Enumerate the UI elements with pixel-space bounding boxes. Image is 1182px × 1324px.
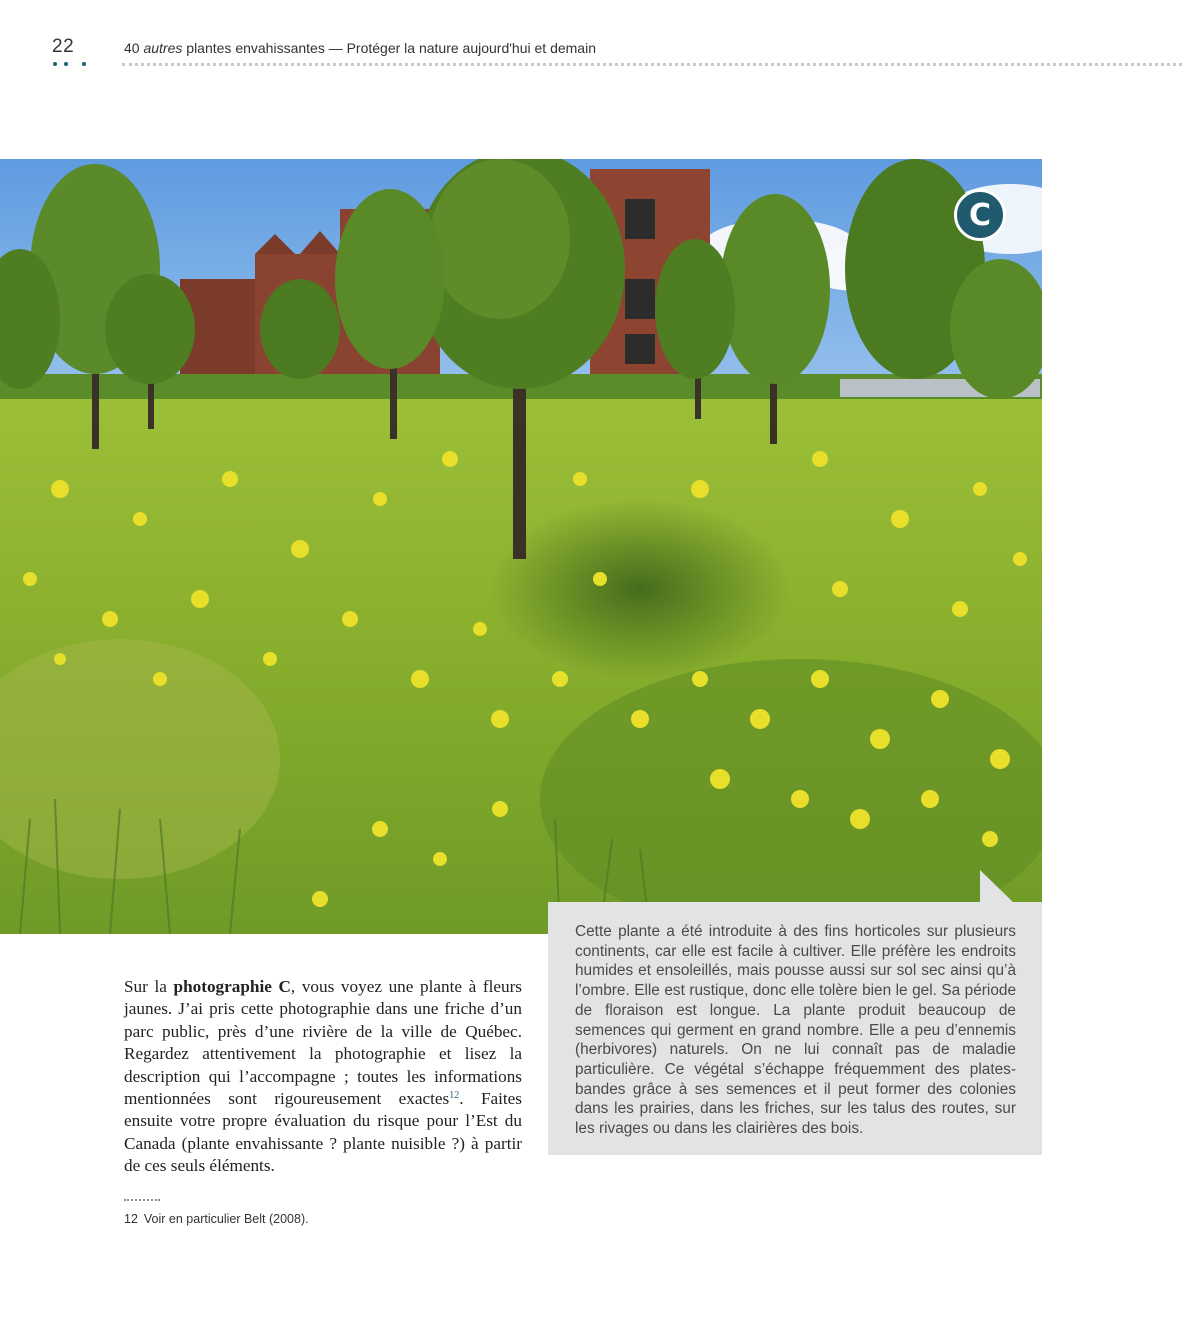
body-part-2: , vous voyez une plante à fleurs jaunes. J’ai pris cette photographie dans une friche d’un parc public, près d’une rivière de la ville de Québec. Regardez attentivement la photographie et lisez la description qui l’accompagne ; toutes les informations mentionnées sont rigoureusement exactes [124, 977, 522, 1109]
footnote [124, 1212, 309, 1226]
footnote-number: 12 [124, 1212, 138, 1226]
body-paragraph [124, 976, 522, 1178]
photo-caption-text: Cette plante a été introduite à des fins horticoles sur plusieurs continents, car elle est facile à cultiver. Elle préfère les endroits humides et ensoleillés, mais pousse aussi sur sol sec ainsi qu’à l’ombre. Elle est rustique, donc elle tolère bien le gel. Sa période de floraison est longue. La plante produit beaucoup de semences qui germent en grand nombre. Elle a peu d’ennemis (herbivores) naturels. On ne lui connaît pas de maladie particulière. Ce végétal s’échappe fréquemment des plates-bandes grâce à ses semences et il peut former des colonies dans les prairies, dans les friches, sur les talus des routes, sur les rivages ou dans les clairières des bois. [575, 923, 1016, 1138]
header-dotted-rule [122, 63, 1182, 66]
footnote-text: Voir en particulier Belt (2008). [143, 1212, 309, 1226]
photo-caption-box [548, 902, 1042, 1155]
page-number-dots [53, 62, 93, 68]
body-bold-reference: photographie C [173, 977, 291, 996]
footnote-reference[interactable]: 12 [449, 1090, 460, 1102]
body-part-1: Sur la [124, 977, 174, 996]
running-header [124, 40, 596, 56]
caption-pointer [980, 870, 1014, 903]
footnote-rule [124, 1199, 160, 1201]
photo-label-badge: C [954, 189, 1006, 241]
page-number: 22 [52, 36, 75, 57]
body-part-3: . Faites ensuite votre propre évaluation du risque pour l’Est du Canada (plante envahissante ? plante nuisible ?) à partir de ces seuls éléments. [124, 1089, 522, 1176]
running-header-rest: plantes envahissantes — Protéger la nature aujourd'hui et demain [182, 40, 596, 56]
running-header-italic: autres [143, 40, 183, 56]
running-header-prefix: 40 [124, 40, 144, 56]
meadow-photo-illustration [0, 159, 1042, 934]
meadow-photograph [0, 159, 1042, 934]
